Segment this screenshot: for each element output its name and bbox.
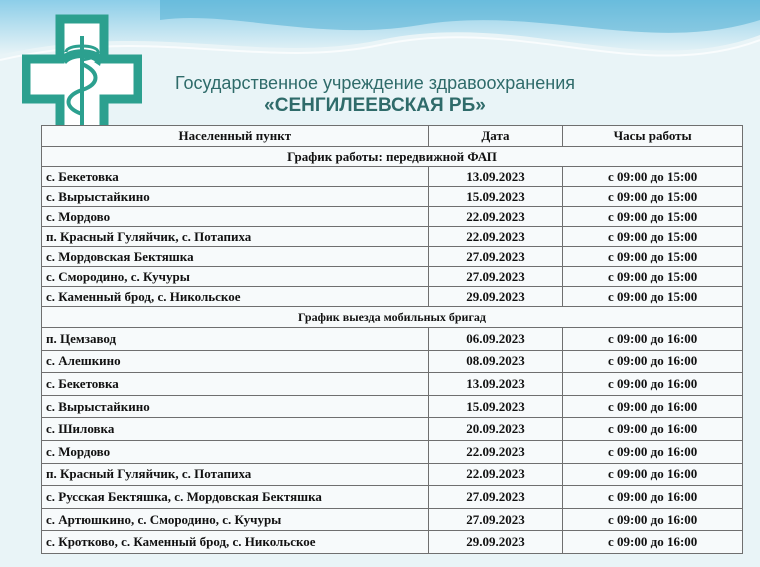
section-title-row xyxy=(42,147,743,167)
hours-cell: с 09:00 до 16:00 xyxy=(563,395,743,418)
section-title-row xyxy=(42,307,743,328)
table-row xyxy=(42,440,743,463)
date-cell: 29.09.2023 xyxy=(428,287,563,307)
table-row xyxy=(42,373,743,396)
place-cell: с. Артюшкино, с. Смородино, с. Кучуры xyxy=(42,508,429,531)
hours-cell: с 09:00 до 15:00 xyxy=(563,247,743,267)
place-cell: с. Вырыстайкино xyxy=(42,187,429,207)
table-row xyxy=(42,267,743,287)
header-date: Дата xyxy=(428,126,563,147)
place-cell: п. Красный Гуляйчик, с. Потапиха xyxy=(42,463,429,486)
place-cell: с. Русская Бектяшка, с. Мордовская Бектяшка xyxy=(42,486,429,509)
organization-name: «СЕНГИЛЕЕВСКАЯ РБ» xyxy=(264,95,486,116)
hours-cell: с 09:00 до 16:00 xyxy=(563,531,743,554)
hours-cell: с 09:00 до 16:00 xyxy=(563,440,743,463)
date-cell: 27.09.2023 xyxy=(428,508,563,531)
table-row xyxy=(42,463,743,486)
hours-cell: с 09:00 до 16:00 xyxy=(563,508,743,531)
table-row xyxy=(42,187,743,207)
place-cell: с. Вырыстайкино xyxy=(42,395,429,418)
place-cell: с. Алешкино xyxy=(42,350,429,373)
hours-cell: с 09:00 до 16:00 xyxy=(563,328,743,351)
place-cell: с. Мордовская Бектяшка xyxy=(42,247,429,267)
date-cell: 27.09.2023 xyxy=(428,486,563,509)
table-row xyxy=(42,227,743,247)
place-cell: с. Кротково, с. Каменный брод, с. Никольское xyxy=(42,531,429,554)
date-cell: 22.09.2023 xyxy=(428,227,563,247)
header-place: Населенный пункт xyxy=(42,126,429,147)
hours-cell: с 09:00 до 15:00 xyxy=(563,287,743,307)
date-cell: 27.09.2023 xyxy=(428,247,563,267)
date-cell: 08.09.2023 xyxy=(428,350,563,373)
place-cell: с. Каменный брод, с. Никольское xyxy=(42,287,429,307)
table-row xyxy=(42,418,743,441)
table-row xyxy=(42,531,743,554)
hours-cell: с 09:00 до 16:00 xyxy=(563,463,743,486)
table-row xyxy=(42,508,743,531)
table-row xyxy=(42,167,743,187)
table-row xyxy=(42,287,743,307)
hours-cell: с 09:00 до 15:00 xyxy=(563,227,743,247)
date-cell: 13.09.2023 xyxy=(428,167,563,187)
table-row xyxy=(42,486,743,509)
hours-cell: с 09:00 до 16:00 xyxy=(563,373,743,396)
organization-header xyxy=(140,72,610,118)
table-header-row xyxy=(42,126,743,147)
date-cell: 13.09.2023 xyxy=(428,373,563,396)
place-cell: с. Смородино, с. Кучуры xyxy=(42,267,429,287)
place-cell: с. Бекетовка xyxy=(42,373,429,396)
place-cell: п. Цемзавод xyxy=(42,328,429,351)
hours-cell: с 09:00 до 15:00 xyxy=(563,207,743,227)
date-cell: 06.09.2023 xyxy=(428,328,563,351)
place-cell: с. Мордово xyxy=(42,440,429,463)
hours-cell: с 09:00 до 16:00 xyxy=(563,418,743,441)
hours-cell: с 09:00 до 16:00 xyxy=(563,350,743,373)
date-cell: 15.09.2023 xyxy=(428,395,563,418)
date-cell: 22.09.2023 xyxy=(428,463,563,486)
table-row xyxy=(42,207,743,227)
organization-type: Государственное учреждение здравоохранения xyxy=(174,73,576,93)
hours-cell: с 09:00 до 16:00 xyxy=(563,486,743,509)
date-cell: 22.09.2023 xyxy=(428,440,563,463)
schedule-table xyxy=(41,125,743,554)
hours-cell: с 09:00 до 15:00 xyxy=(563,267,743,287)
place-cell: с. Шиловка xyxy=(42,418,429,441)
section-mobile-teams-title: График выезда мобильных бригад xyxy=(42,307,743,328)
date-cell: 29.09.2023 xyxy=(428,531,563,554)
place-cell: п. Красный Гуляйчик, с. Потапиха xyxy=(42,227,429,247)
table-row xyxy=(42,395,743,418)
table-row xyxy=(42,247,743,267)
date-cell: 20.09.2023 xyxy=(428,418,563,441)
table-row xyxy=(42,350,743,373)
section-mobile-fap-title: График работы: передвижной ФАП xyxy=(42,147,743,167)
header-hours: Часы работы xyxy=(563,126,743,147)
table-row xyxy=(42,328,743,351)
date-cell: 22.09.2023 xyxy=(428,207,563,227)
date-cell: 15.09.2023 xyxy=(428,187,563,207)
hours-cell: с 09:00 до 15:00 xyxy=(563,187,743,207)
date-cell: 27.09.2023 xyxy=(428,267,563,287)
place-cell: с. Мордово xyxy=(42,207,429,227)
place-cell: с. Бекетовка xyxy=(42,167,429,187)
hours-cell: с 09:00 до 15:00 xyxy=(563,167,743,187)
